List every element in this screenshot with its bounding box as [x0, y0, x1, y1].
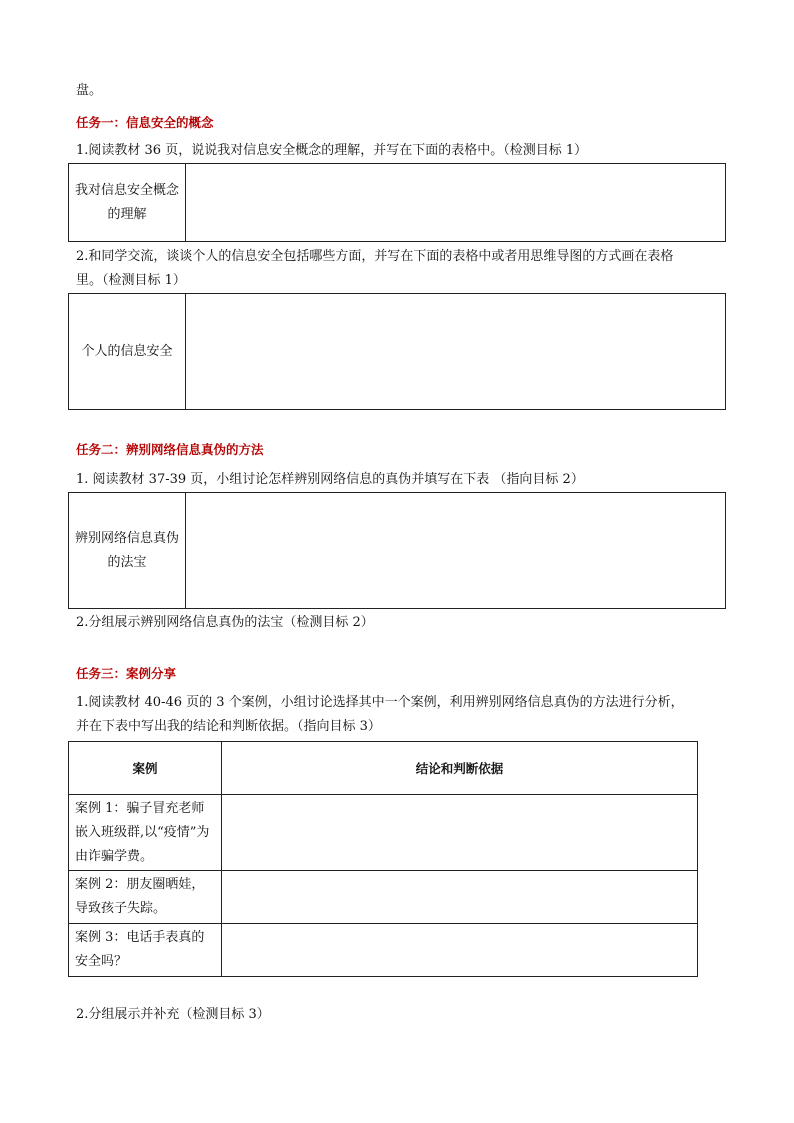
task1-box1-label: 我对信息安全概念的理解	[69, 164, 186, 241]
task3-question-2: 2.分组展示并补充（检测目标 3）	[76, 1007, 270, 1022]
intro-tail: 盘。	[76, 83, 103, 98]
case-2-conclusion-cell[interactable]	[222, 871, 698, 924]
task3-question-1-line2: 并在下表中写出我的结论和判断依据。（指向目标 3）	[76, 719, 381, 734]
task1-understanding-box	[68, 163, 726, 242]
task1-question-2-line2: 里。（检测目标 1）	[76, 273, 186, 288]
task3-heading: 任务三：案例分享	[76, 666, 177, 681]
task2-question-1: 1. 阅读教材 37-39 页，小组讨论怎样辨别网络信息的真伪并填写在下表 （指向目标 2）	[76, 472, 584, 487]
task2-methods-box	[68, 492, 726, 609]
case-3-cell: 案例 3：电话手表真的安全吗？	[69, 924, 222, 977]
case-3-conclusion-cell[interactable]	[222, 924, 698, 977]
task1-personal-security-box	[68, 293, 726, 410]
task1-question-2-line1: 2.和同学交流，谈谈个人的信息安全包括哪些方面，并写在下面的表格中或者用思维导图的方式画在表格	[76, 249, 674, 264]
task1-question-1: 1.阅读教材 36 页，说说我对信息安全概念的理解，并写在下面的表格中。（检测目标 1）	[76, 143, 588, 158]
task1-box1-answer-area[interactable]	[186, 164, 725, 241]
case-column-header: 案例	[69, 742, 222, 795]
case-1-cell: 案例 1：骗子冒充老师嵌入班级群,以“疫情”为由诈骗学费。	[69, 795, 222, 871]
task1-box2-answer-area[interactable]	[186, 294, 725, 409]
table-row	[69, 795, 698, 871]
case-table-header-row	[69, 742, 698, 795]
task1-heading: 任务一：信息安全的概念	[76, 115, 214, 130]
task2-box-answer-area[interactable]	[186, 493, 725, 608]
case-2-cell: 案例 2：朋友圈晒娃，导致孩子失踪。	[69, 871, 222, 924]
table-row	[69, 924, 698, 977]
case-1-conclusion-cell[interactable]	[222, 795, 698, 871]
task2-question-2: 2.分组展示辨别网络信息真伪的法宝（检测目标 2）	[76, 615, 374, 630]
task2-box-label: 辨别网络信息真伪的法宝	[69, 493, 186, 608]
table-row	[69, 871, 698, 924]
task1-box2-label: 个人的信息安全	[69, 294, 186, 409]
task2-heading: 任务二：辨别网络信息真伪的方法	[76, 442, 264, 457]
case-table	[68, 741, 698, 977]
task3-question-1-line1: 1.阅读教材 40-46 页的 3 个案例，小组讨论选择其中一个案例，利用辨别网络信息真伪的方法进行分析，	[76, 695, 684, 710]
conclusion-column-header: 结论和判断依据	[222, 742, 698, 795]
